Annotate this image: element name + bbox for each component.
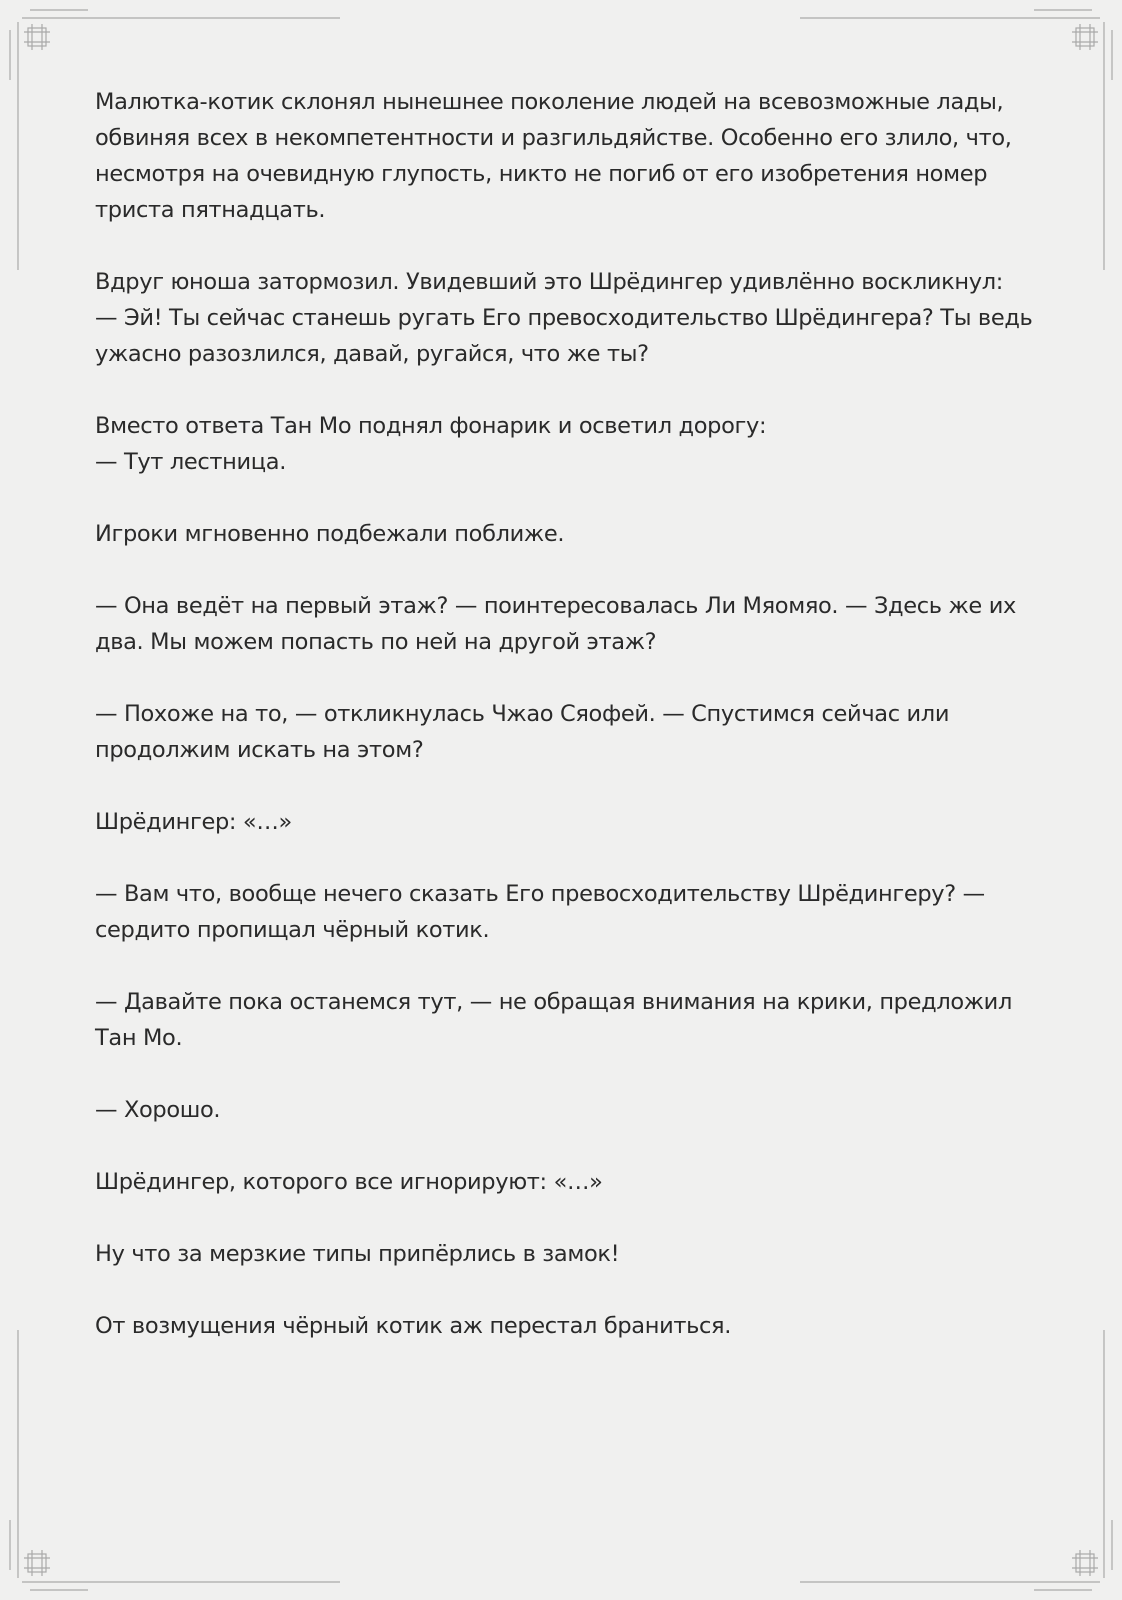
paragraph: Шрёдингер: «…» bbox=[95, 809, 292, 835]
paragraph: Вдруг юноша затормозил. Увидевший это Шрёдингер удивлённо воскликнул: — Эй! Ты сейчас станешь ругать Его превосходительство Шрёдингера? Ты ведь ужасно разозлился, давай, ругайся, что же ты? bbox=[95, 269, 1033, 367]
chapter-text bbox=[95, 84, 1035, 1380]
paragraph: — Давайте пока останемся тут, — не обращая внимания на крики, предложил Тан Мо. bbox=[95, 989, 1012, 1051]
paragraph: — Она ведёт на первый этаж? — поинтересовалась Ли Мяомяо. — Здесь же их два. Мы можем попасть по ней на другой этаж? bbox=[95, 593, 1016, 655]
paragraph: Малютка-котик склонял нынешнее поколение людей на всевозможные лады, обвиняя всех в некомпетентности и разгильдяйстве. Особенно его злило, что, несмотря на очевидную глупость, никто не погиб от его изобретения номер триста пятнадцать. bbox=[95, 89, 1012, 223]
paragraph: Ну что за мерзкие типы припёрлись в замок! bbox=[95, 1241, 620, 1267]
paragraph: Игроки мгновенно подбежали поближе. bbox=[95, 521, 565, 547]
paragraph: Вместо ответа Тан Мо поднял фонарик и осветил дорогу: — Тут лестница. bbox=[95, 413, 767, 475]
paragraph: От возмущения чёрный котик аж перестал браниться. bbox=[95, 1313, 732, 1339]
paragraph: Шрёдингер, которого все игнорируют: «…» bbox=[95, 1169, 603, 1195]
paragraph: — Хорошо. bbox=[95, 1097, 221, 1123]
paragraph: — Похоже на то, — откликнулась Чжао Сяофей. — Спустимся сейчас или продолжим искать на этом? bbox=[95, 701, 950, 763]
paragraph: — Вам что, вообще нечего сказать Его превосходительству Шрёдингеру? — сердито пропищал чёрный котик. bbox=[95, 881, 985, 943]
